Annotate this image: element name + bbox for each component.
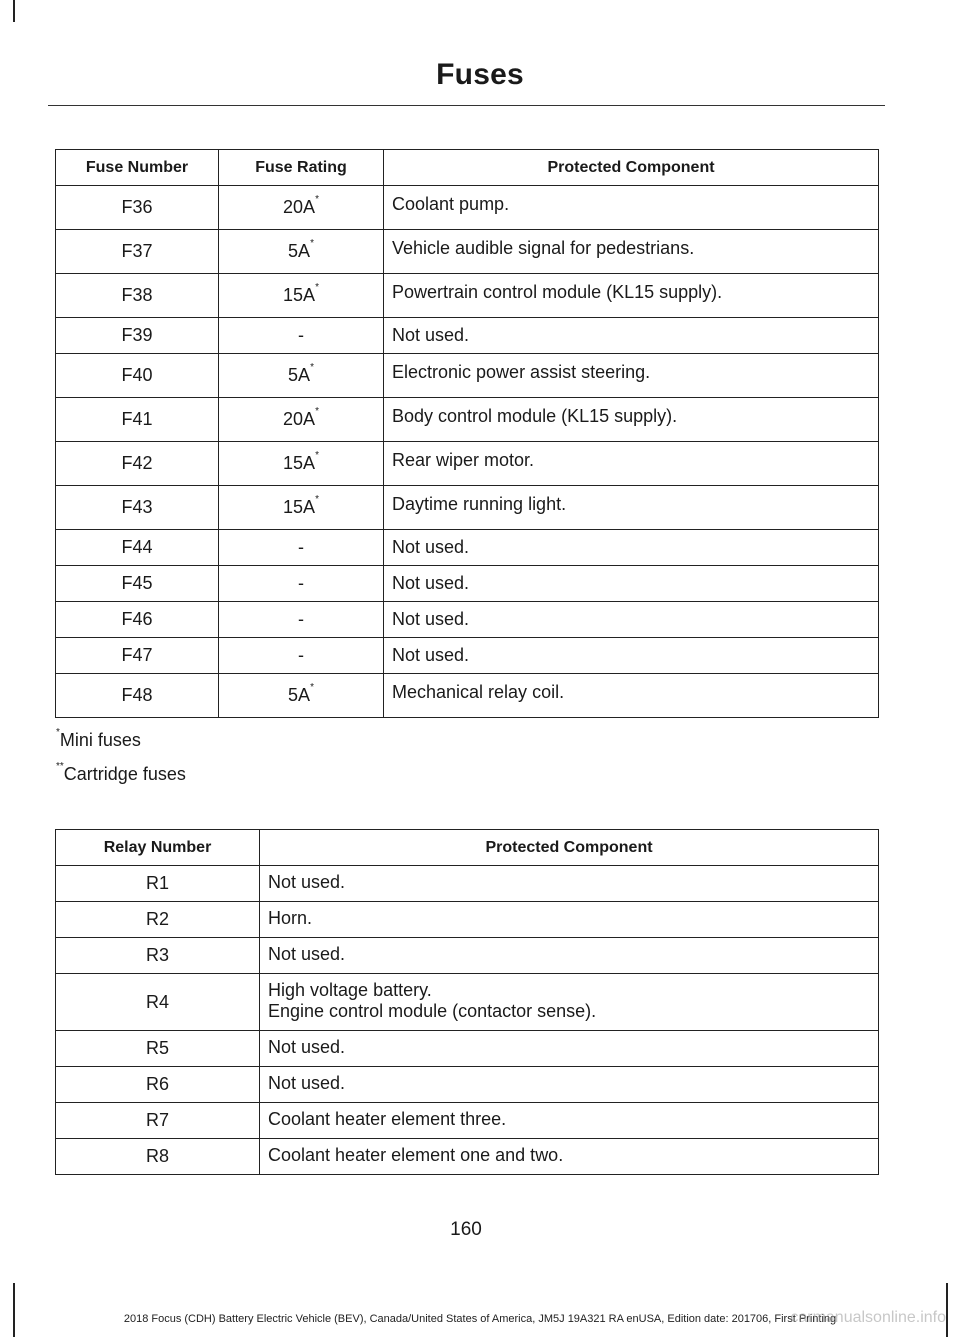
table-row [56, 442, 879, 486]
fuse-number-cell: F39 [56, 318, 219, 354]
fuse-rating-cell [219, 674, 384, 718]
mini-fuse-mark: * [315, 194, 319, 205]
protected-component-cell [260, 1103, 879, 1139]
fuse-rating-value: 20A [283, 409, 316, 429]
protected-component-cell: Electronic power assist steering. [384, 354, 879, 398]
mini-fuse-mark: * [310, 362, 314, 373]
protected-component-cell: Mechanical relay coil. [384, 674, 879, 718]
footnote-mark: * [56, 727, 60, 738]
table-row [56, 230, 879, 274]
page-title: Fuses [436, 58, 524, 91]
fuse-rating-value: - [298, 325, 304, 345]
table-row [56, 186, 879, 230]
table-row [56, 602, 879, 638]
fuse-rating-value: 5A [288, 685, 311, 705]
fuse-rating-value: - [298, 609, 304, 629]
fuse-rating-cell [219, 566, 384, 602]
relay-table-body [56, 866, 879, 1175]
fuse-rating-value: - [298, 645, 304, 665]
table-row [56, 938, 879, 974]
fuse-rating-cell [219, 602, 384, 638]
relay-number-cell: R6 [56, 1067, 260, 1103]
mini-fuse-mark: * [315, 406, 319, 417]
relay-number-cell: R3 [56, 938, 260, 974]
fuse-rating-cell [219, 442, 384, 486]
protected-component-cell [260, 938, 879, 974]
protected-component-cell: Powertrain control module (KL15 supply). [384, 274, 879, 318]
table-row [56, 974, 879, 1031]
fuse-number-cell: F41 [56, 398, 219, 442]
table-row [56, 274, 879, 318]
fuse-rating-cell [219, 186, 384, 230]
relay-number-cell: R2 [56, 902, 260, 938]
fuse-number-cell: F47 [56, 638, 219, 674]
protected-component-header: Protected Component [260, 830, 879, 866]
mini-fuse-mark: * [315, 450, 319, 461]
protected-component-cell: Not used. [384, 566, 879, 602]
table-row [56, 1139, 879, 1175]
table-row [56, 354, 879, 398]
fuse-number-cell: F36 [56, 186, 219, 230]
page-number: 160 [450, 1219, 482, 1240]
fuse-rating-value: 20A [283, 197, 316, 217]
footnote-mark: ** [56, 761, 64, 772]
protected-component-cell [260, 866, 879, 902]
fuse-rating-cell [219, 398, 384, 442]
table-row [56, 674, 879, 718]
table-row [56, 486, 879, 530]
title-divider [48, 105, 885, 106]
component-line: Engine control module (contactor sense). [268, 1001, 597, 1021]
table-row [56, 1067, 879, 1103]
relay-number-cell: R8 [56, 1139, 260, 1175]
protected-component-cell: Vehicle audible signal for pedestrians. [384, 230, 879, 274]
crop-mark-bottom-left [13, 1283, 15, 1337]
protected-component-cell [260, 1139, 879, 1175]
protected-component-cell: Not used. [384, 530, 879, 566]
table-row [56, 638, 879, 674]
protected-component-cell: Daytime running light. [384, 486, 879, 530]
footnote-text: Cartridge fuses [63, 764, 186, 784]
fuse-rating-value: 5A [288, 241, 311, 261]
table-row [56, 566, 879, 602]
fuse-rating-value: - [298, 573, 304, 593]
component-line: Not used. [268, 1073, 346, 1093]
crop-mark-bottom-right [946, 1283, 948, 1337]
fuse-rating-cell [219, 486, 384, 530]
mini-fuse-mark: * [315, 282, 319, 293]
fuse-number-cell: F38 [56, 274, 219, 318]
footnote-text: Mini fuses [59, 730, 141, 750]
footnote-cartridge-fuses [56, 761, 186, 785]
fuse-number-header: Fuse Number [56, 150, 219, 186]
protected-component-cell: Coolant pump. [384, 186, 879, 230]
protected-component-cell [260, 974, 879, 1031]
watermark-logo: carmanualsonline.info [790, 1309, 946, 1326]
fuse-table-header-row [56, 150, 879, 186]
table-row [56, 866, 879, 902]
fuse-table [55, 149, 879, 718]
fuse-rating-value: 15A [283, 285, 316, 305]
fuse-number-cell: F46 [56, 602, 219, 638]
footer-edition-info: 2018 Focus (CDH) Battery Electric Vehicle (BEV), Canada/United States of America, JM5J 19A321 RA enUSA, Edition date: 201706, First Printing [123, 1313, 837, 1325]
footnote-mini-fuses [56, 727, 141, 751]
protected-component-cell [260, 902, 879, 938]
fuse-table-body [56, 186, 879, 718]
table-row [56, 398, 879, 442]
fuse-number-cell: F40 [56, 354, 219, 398]
fuse-rating-cell [219, 318, 384, 354]
relay-number-header: Relay Number [56, 830, 260, 866]
relay-table-header-row [56, 830, 879, 866]
fuse-number-cell: F43 [56, 486, 219, 530]
relay-number-cell: R5 [56, 1031, 260, 1067]
mini-fuse-mark: * [310, 238, 314, 249]
crop-mark-top-left [13, 0, 15, 22]
component-line: Coolant heater element one and two. [268, 1145, 564, 1165]
fuse-number-cell: F44 [56, 530, 219, 566]
fuse-number-cell: F37 [56, 230, 219, 274]
mini-fuse-mark: * [315, 494, 319, 505]
component-line: Not used. [268, 944, 346, 964]
component-line: High voltage battery. [268, 980, 432, 1000]
protected-component-header: Protected Component [384, 150, 879, 186]
relay-number-cell: R1 [56, 866, 260, 902]
fuse-rating-cell [219, 274, 384, 318]
protected-component-cell: Not used. [384, 638, 879, 674]
component-line: Not used. [268, 1037, 346, 1057]
protected-component-cell: Not used. [384, 602, 879, 638]
table-row [56, 1031, 879, 1067]
component-line: Coolant heater element three. [268, 1109, 507, 1129]
fuse-rating-value: - [298, 537, 304, 557]
protected-component-cell [260, 1067, 879, 1103]
fuse-rating-value: 5A [288, 365, 311, 385]
protected-component-cell [260, 1031, 879, 1067]
mini-fuse-mark: * [310, 682, 314, 693]
relay-table [55, 829, 879, 1175]
fuse-rating-cell [219, 354, 384, 398]
fuse-number-cell: F42 [56, 442, 219, 486]
fuse-rating-value: 15A [283, 453, 316, 473]
fuse-rating-header: Fuse Rating [219, 150, 384, 186]
protected-component-cell: Rear wiper motor. [384, 442, 879, 486]
component-line: Not used. [268, 872, 346, 892]
relay-number-cell: R4 [56, 974, 260, 1031]
fuse-rating-cell [219, 230, 384, 274]
protected-component-cell: Not used. [384, 318, 879, 354]
fuse-rating-cell [219, 638, 384, 674]
component-line: Horn. [268, 908, 313, 928]
table-row [56, 1103, 879, 1139]
protected-component-cell: Body control module (KL15 supply). [384, 398, 879, 442]
table-row [56, 902, 879, 938]
relay-number-cell: R7 [56, 1103, 260, 1139]
fuse-number-cell: F48 [56, 674, 219, 718]
fuse-rating-cell [219, 530, 384, 566]
table-row [56, 530, 879, 566]
fuse-number-cell: F45 [56, 566, 219, 602]
fuse-rating-value: 15A [283, 497, 316, 517]
table-row [56, 318, 879, 354]
